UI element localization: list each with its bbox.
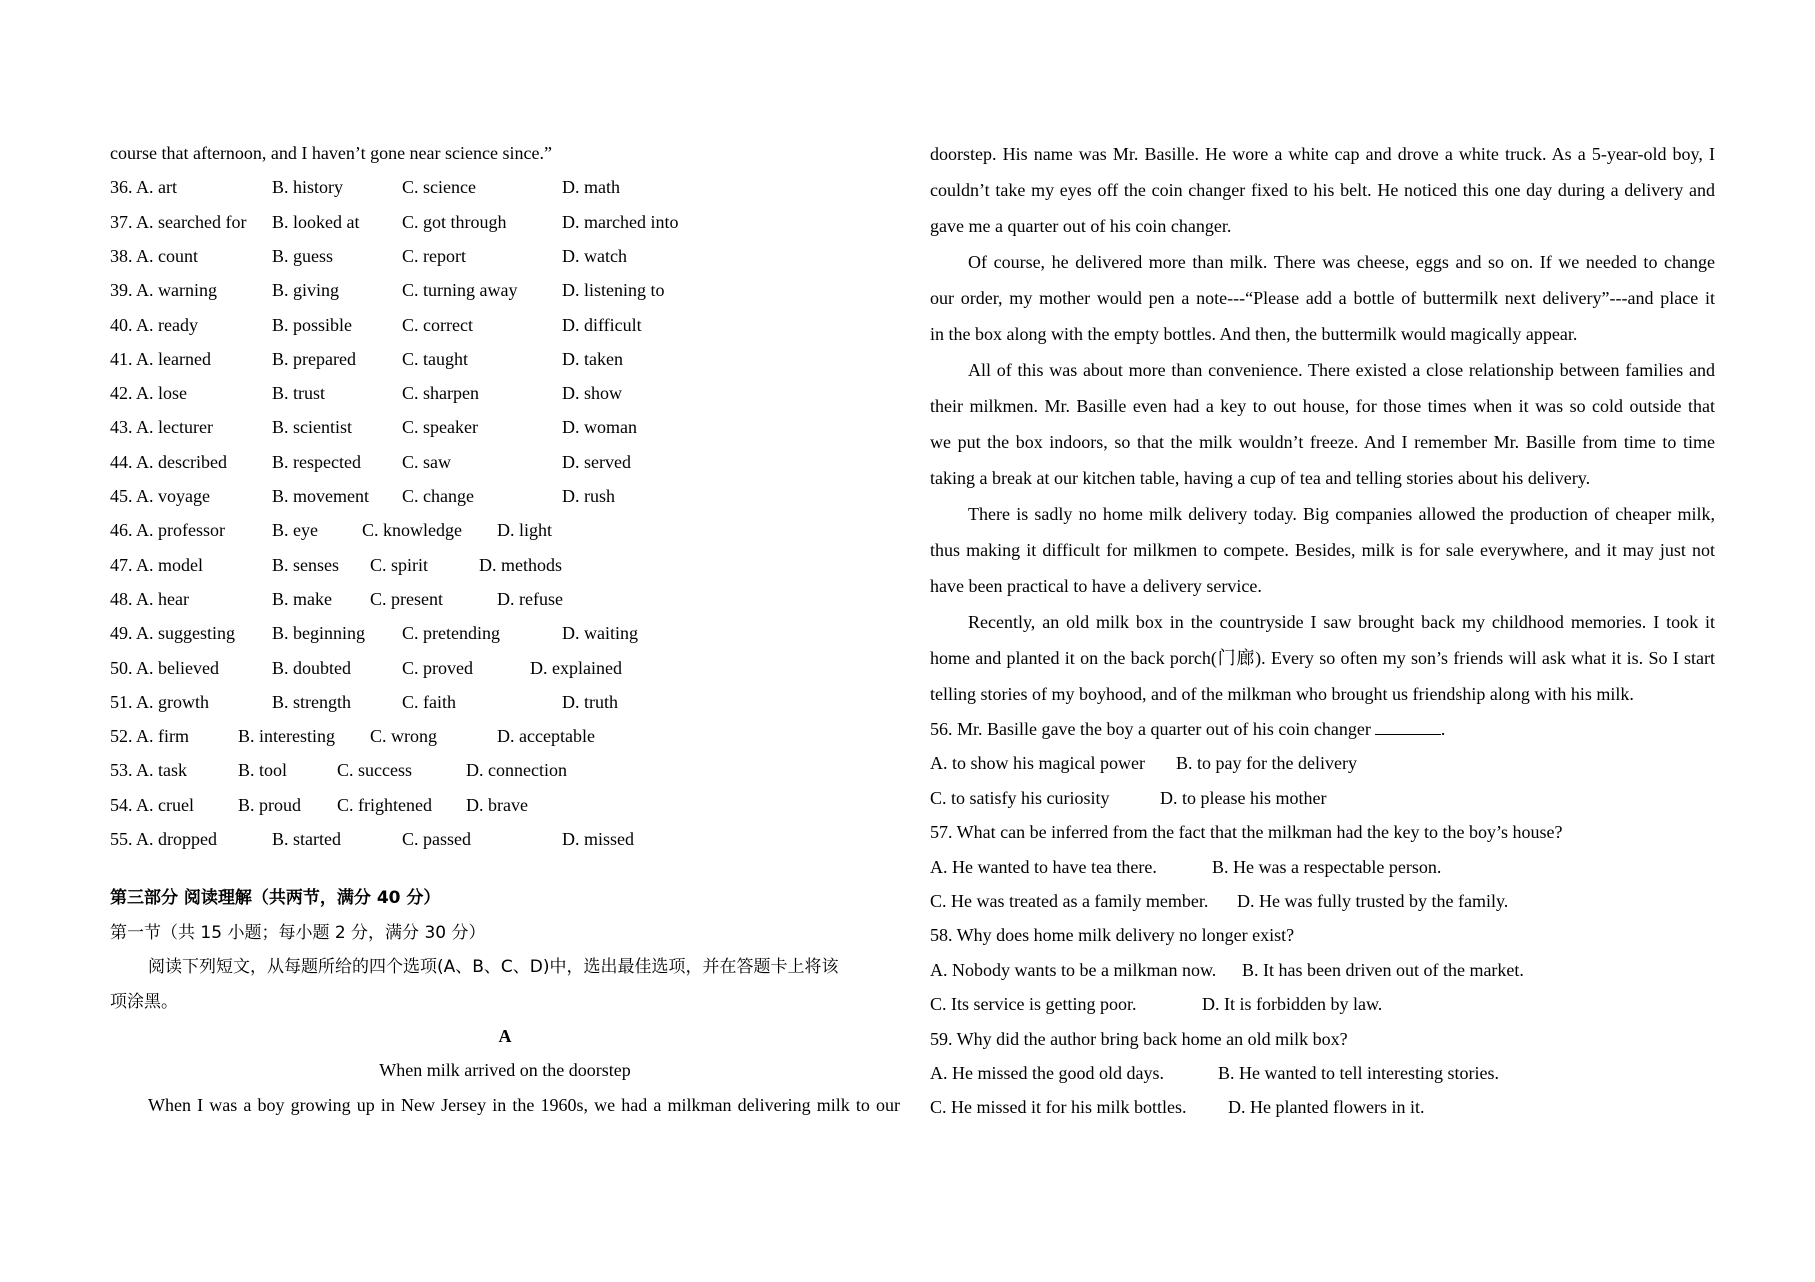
cloze-option-a-text: A. described: [136, 451, 227, 472]
cloze-option-c: C. got through: [402, 211, 507, 232]
cloze-passage-end: course that afternoon, and I haven’t gone near science since.”: [110, 143, 552, 163]
cloze-option-b: B. beginning: [272, 623, 365, 644]
cloze-question-row: [110, 205, 900, 239]
answer-options-row: [930, 1056, 1715, 1090]
cloze-question-row: [110, 479, 900, 513]
cloze-option-a: [110, 548, 203, 582]
cloze-option-a: [110, 376, 187, 410]
cloze-option-d: D. light: [497, 520, 553, 541]
cloze-option-b: B. strength: [272, 691, 351, 712]
cloze-option-a-text: A. art: [136, 177, 177, 198]
answer-option: D. It is forbidden by law.: [1202, 994, 1383, 1015]
subsection-title: 第一节（共 15 小题；每小题 2 分，满分 30 分）: [110, 922, 486, 943]
cloze-option-c: C. sharpen: [402, 383, 479, 404]
cloze-option-b: B. interesting: [238, 726, 335, 747]
question-number: 55.: [110, 829, 133, 850]
cloze-option-a-text: A. lose: [136, 383, 188, 404]
answer-option: A. He missed the good old days.: [930, 1062, 1164, 1083]
cloze-option-a: [110, 788, 194, 822]
cloze-option-c: C. speaker: [402, 417, 478, 438]
cloze-option-a: [110, 719, 189, 753]
answer-options-row: [930, 953, 1715, 987]
cloze-option-c: C. frightened: [337, 794, 432, 815]
cloze-option-a: [110, 170, 177, 204]
cloze-option-b: B. guess: [272, 245, 334, 266]
cloze-option-b: B. proud: [238, 794, 301, 815]
answer-option: B. to pay for the delivery: [1176, 753, 1357, 774]
answer-options-row: [930, 987, 1715, 1021]
cloze-option-a: [110, 513, 225, 547]
answer-options-row: [930, 884, 1715, 918]
instruction-line-2: 项涂黑。: [110, 991, 178, 1012]
cloze-question-row: [110, 685, 900, 719]
cloze-option-b: B. doubted: [272, 657, 351, 678]
answer-option: C. to satisfy his curiosity: [930, 787, 1110, 808]
question-stem-text: 59. Why did the author bring back home an old milk box?: [930, 1028, 1348, 1049]
answer-option: A. Nobody wants to be a milkman now.: [930, 959, 1217, 980]
passage-line: telling stories of my boyhood, and of the milkman who brought us friendship along with his milk.: [930, 684, 1634, 704]
cloze-option-a-text: A. count: [136, 245, 199, 266]
passage-line: their milkmen. Mr. Basille even had a key to out house, for those times when it was so cold outside that: [930, 396, 1715, 416]
cloze-question-row: [110, 239, 900, 273]
answer-option: A. to show his magical power: [930, 753, 1145, 774]
question-number: 42.: [110, 383, 133, 404]
answer-option: D. He was fully trusted by the family.: [1237, 890, 1509, 911]
cloze-option-c: C. faith: [402, 691, 456, 712]
cloze-question-row: [110, 342, 900, 376]
cloze-option-d: D. truth: [562, 691, 618, 712]
cloze-option-a-text: A. suggesting: [136, 623, 236, 644]
cloze-option-a-text: A. model: [136, 554, 204, 575]
question-number: 48.: [110, 588, 133, 609]
question-number: 39.: [110, 280, 133, 301]
cloze-option-d: D. difficult: [562, 314, 642, 335]
cloze-question-row: [110, 788, 900, 822]
question-stem: [930, 815, 1715, 849]
cloze-option-a-text: A. believed: [136, 657, 219, 678]
cloze-option-a-text: A. searched for: [136, 211, 247, 232]
question-number: 44.: [110, 451, 133, 472]
cloze-option-d: D. missed: [562, 829, 634, 850]
answer-options-row: [930, 746, 1715, 780]
answer-option: A. He wanted to have tea there.: [930, 856, 1157, 877]
cloze-option-c: C. science: [402, 177, 476, 198]
passage-body: [930, 136, 1715, 712]
cloze-option-d: D. woman: [562, 417, 637, 438]
cloze-option-a-text: A. growth: [136, 691, 210, 712]
cloze-question-row: [110, 582, 900, 616]
cloze-option-d: D. taken: [562, 348, 623, 369]
cloze-option-a-text: A. firm: [136, 726, 190, 747]
passage-line: have been practical to have a delivery service.: [930, 576, 1262, 596]
answer-option: B. He wanted to tell interesting stories.: [1218, 1062, 1499, 1083]
cloze-option-a: [110, 308, 198, 342]
cloze-option-b: B. senses: [272, 554, 339, 575]
cloze-option-d: D. rush: [562, 486, 615, 507]
question-stem-text: 56. Mr. Basille gave the boy a quarter out of his coin changer: [930, 719, 1371, 739]
question-number: 43.: [110, 417, 133, 438]
cloze-option-a: [110, 342, 211, 376]
question-stem: [930, 918, 1715, 952]
cloze-option-a: [110, 479, 210, 513]
cloze-option-b: B. scientist: [272, 417, 352, 438]
cloze-option-a-text: A. voyage: [136, 486, 210, 507]
cloze-option-d: D. listening to: [562, 280, 665, 301]
cloze-question-row: [110, 616, 900, 650]
cloze-option-d: D. watch: [562, 245, 627, 266]
cloze-option-a: [110, 445, 227, 479]
question-number: 37.: [110, 211, 133, 232]
cloze-option-c: C. success: [337, 760, 412, 781]
cloze-option-a-text: A. cruel: [136, 794, 194, 815]
cloze-question-row: [110, 308, 900, 342]
cloze-option-a-text: A. lecturer: [136, 417, 213, 438]
passage-line: we put the box indoors, so that the milk wouldn’t freeze. And I remember Mr. Basille from time to time: [930, 432, 1715, 452]
question-number: 41.: [110, 348, 133, 369]
question-number: 46.: [110, 520, 133, 541]
answer-option: B. It has been driven out of the market.: [1242, 959, 1524, 980]
cloze-options-list: [110, 170, 900, 856]
question-stem-text: 57. What can be inferred from the fact that the milkman had the key to the boy’s house?: [930, 822, 1563, 843]
cloze-question-row: [110, 548, 900, 582]
right-column: [930, 136, 1715, 1125]
cloze-option-b: B. giving: [272, 280, 340, 301]
cloze-option-d: D. connection: [466, 760, 567, 781]
passage-line: thus making it difficult for milkmen to compete. Besides, milk is for sale everywhere, and it may just not: [930, 540, 1715, 560]
passage-line: gave me a quarter out of his coin changer.: [930, 216, 1232, 236]
answer-options-row: [930, 850, 1715, 884]
cloze-question-row: [110, 376, 900, 410]
answer-blank: [1375, 720, 1441, 735]
passage-line: in the box along with the empty bottles. And then, the buttermilk would magically appear.: [930, 324, 1578, 344]
passage-line: There is sadly no home milk delivery today. Big companies allowed the production of cheaper milk,: [968, 504, 1715, 524]
cloze-option-c: C. saw: [402, 451, 451, 472]
cloze-option-a: [110, 753, 187, 787]
cloze-option-a-text: A. warning: [136, 280, 217, 301]
cloze-option-a: [110, 822, 217, 856]
cloze-option-c: C. correct: [402, 314, 473, 335]
passage-line: our order, my mother would pen a note---“Please add a bottle of buttermilk next delivery”---and place it: [930, 288, 1715, 308]
cloze-option-c: C. wrong: [370, 726, 437, 747]
answer-option: D. He planted flowers in it.: [1228, 1097, 1425, 1118]
cloze-option-b: B. make: [272, 588, 332, 609]
question-number: 53.: [110, 760, 133, 781]
cloze-option-c: C. passed: [402, 829, 471, 850]
cloze-option-b: B. possible: [272, 314, 353, 335]
cloze-option-a: [110, 651, 219, 685]
cloze-option-a-text: A. learned: [136, 348, 211, 369]
instruction-line-1: 阅读下列短文，从每题所给的四个选项(A、B、C、D)中，选出最佳选项，并在答题卡上将该: [148, 957, 839, 978]
question-number: 45.: [110, 486, 133, 507]
cloze-option-a: [110, 273, 217, 307]
passage-first-line: When I was a boy growing up in New Jersey in the 1960s, we had a milkman delivering milk to our: [148, 1094, 900, 1115]
cloze-question-row: [110, 719, 900, 753]
passage-line: doorstep. His name was Mr. Basille. He wore a white cap and drove a white truck. As a 5-year-old boy, I: [930, 144, 1715, 164]
cloze-question-row: [110, 445, 900, 479]
question-number: 49.: [110, 623, 133, 644]
cloze-option-b: B. looked at: [272, 211, 360, 232]
cloze-option-d: D. served: [562, 451, 631, 472]
section-title: 第三部分 阅读理解（共两节，满分 40 分）: [110, 888, 441, 909]
passage-line: Recently, an old milk box in the countryside I saw brought back my childhood memories. I took it: [968, 612, 1715, 632]
passage-label: A: [498, 1025, 512, 1046]
cloze-option-a-text: A. task: [136, 760, 188, 781]
cloze-option-a-text: A. dropped: [136, 829, 217, 850]
passage-line: All of this was about more than convenience. There existed a close relationship between families and: [968, 360, 1715, 380]
cloze-option-a: [110, 410, 213, 444]
cloze-option-c: C. taught: [402, 348, 468, 369]
question-number: 40.: [110, 314, 133, 335]
cloze-question-row: [110, 822, 900, 856]
cloze-option-d: D. brave: [466, 794, 528, 815]
answer-option: D. to please his mother: [1160, 787, 1327, 808]
cloze-option-d: D. math: [562, 177, 620, 198]
cloze-option-a-text: A. hear: [136, 588, 189, 609]
cloze-option-c: C. present: [370, 588, 443, 609]
cloze-option-c: C. spirit: [370, 554, 429, 575]
question-number: 38.: [110, 245, 133, 266]
cloze-option-b: B. trust: [272, 383, 326, 404]
cloze-option-c: C. turning away: [402, 280, 518, 301]
cloze-option-b: B. respected: [272, 451, 361, 472]
passage-line: taking a break at our kitchen table, having a cup of tea and telling stories about his delivery.: [930, 468, 1591, 488]
left-column: [110, 136, 900, 1122]
cloze-option-a: [110, 616, 235, 650]
passage-line: home and planted it on the back porch(门廊). Every so often my son’s friends will ask what it is. So I start: [930, 648, 1715, 668]
cloze-option-a: [110, 239, 198, 273]
answer-option: C. Its service is getting poor.: [930, 994, 1137, 1015]
cloze-option-a: [110, 205, 246, 239]
answer-options-row: [930, 781, 1715, 815]
cloze-question-row: [110, 273, 900, 307]
question-number: 54.: [110, 794, 133, 815]
cloze-option-b: B. started: [272, 829, 341, 850]
cloze-option-a-text: A. professor: [136, 520, 225, 541]
cloze-option-b: B. history: [272, 177, 344, 198]
cloze-option-b: B. movement: [272, 486, 369, 507]
cloze-option-a: [110, 685, 209, 719]
cloze-question-row: [110, 651, 900, 685]
question-number: 47.: [110, 554, 133, 575]
cloze-question-row: [110, 410, 900, 444]
cloze-option-c: C. report: [402, 245, 466, 266]
cloze-option-c: C. proved: [402, 657, 473, 678]
answer-option: C. He missed it for his milk bottles.: [930, 1097, 1187, 1118]
question-number: 50.: [110, 657, 133, 678]
cloze-option-c: C. change: [402, 486, 474, 507]
cloze-question-row: [110, 513, 900, 547]
question-number: 36.: [110, 177, 133, 198]
cloze-question-row: [110, 170, 900, 204]
answer-option: B. He was a respectable person.: [1212, 856, 1442, 877]
cloze-option-a: [110, 582, 189, 616]
cloze-option-b: B. eye: [272, 520, 318, 541]
question-number: 51.: [110, 691, 133, 712]
question-stem-text: 58. Why does home milk delivery no longer exist?: [930, 925, 1295, 946]
cloze-option-c: C. pretending: [402, 623, 500, 644]
question-number: 52.: [110, 726, 133, 747]
cloze-option-d: D. show: [562, 383, 623, 404]
cloze-option-b: B. tool: [238, 760, 288, 781]
cloze-option-d: D. marched into: [562, 211, 679, 232]
cloze-option-d: D. methods: [479, 554, 562, 575]
cloze-option-d: D. explained: [530, 657, 622, 678]
passage-line: couldn’t take my eyes off the coin changer fixed to his belt. He noticed this one day during a delivery and: [930, 180, 1715, 200]
cloze-option-b: B. prepared: [272, 348, 356, 369]
cloze-option-d: D. acceptable: [497, 726, 595, 747]
cloze-option-d: D. waiting: [562, 623, 638, 644]
cloze-option-d: D. refuse: [497, 588, 563, 609]
passage-line: Of course, he delivered more than milk. There was cheese, eggs and so on. If we needed to change: [968, 252, 1715, 272]
cloze-option-a-text: A. ready: [136, 314, 198, 335]
question-stem: 56. Mr. Basille gave the boy a quarter out of his coin changer .: [930, 719, 1446, 739]
question-stem: [930, 1022, 1715, 1056]
cloze-option-c: C. knowledge: [362, 520, 462, 541]
answer-options-row: [930, 1090, 1715, 1124]
answer-option: C. He was treated as a family member.: [930, 890, 1209, 911]
cloze-question-row: [110, 753, 900, 787]
passage-title: When milk arrived on the doorstep: [379, 1060, 631, 1081]
reading-questions: [930, 712, 1715, 1125]
